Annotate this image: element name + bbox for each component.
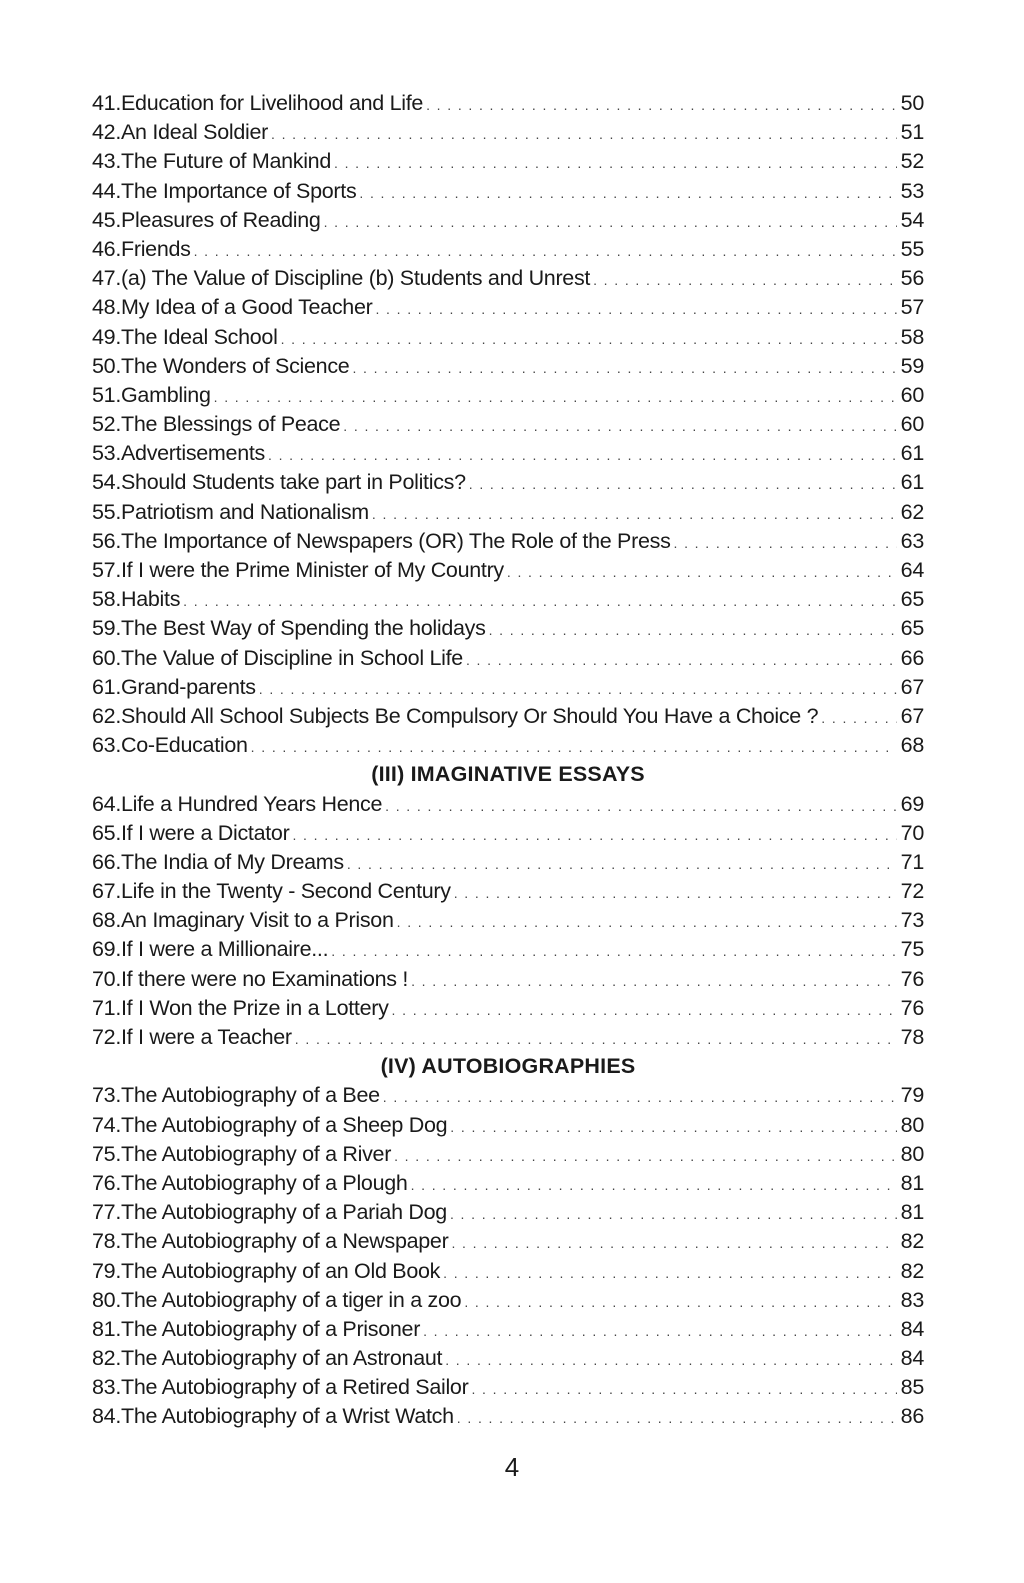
entry-number: 60. (92, 645, 121, 670)
entry-number: 82. (92, 1346, 121, 1371)
toc-entry (92, 410, 924, 439)
toc-group-essays (92, 89, 924, 760)
entry-number: 78. (92, 1229, 121, 1254)
entry-title: The Autobiography of a River (121, 1141, 392, 1166)
entry-number: 58. (92, 587, 121, 612)
entry-number: 47. (92, 266, 121, 291)
entry-page-number: 58 (900, 324, 924, 349)
entry-page-number: 50 (900, 91, 924, 115)
entry-page-number: 84 (900, 1316, 924, 1341)
toc-entry (92, 1257, 924, 1286)
entry-title: The Importance of Sports (121, 178, 357, 203)
entry-page-number: 82 (900, 1258, 924, 1283)
toc-entry (92, 644, 924, 673)
dot-leader (464, 1288, 897, 1317)
entry-page-number: 72 (900, 879, 924, 904)
toc-entry (92, 235, 924, 264)
entry-page-number: 81 (900, 1200, 924, 1225)
entry-page-number: 80 (900, 1112, 924, 1137)
entry-number: 43. (92, 149, 121, 174)
dot-leader (392, 996, 897, 1025)
entry-number: 57. (92, 558, 121, 582)
section-heading-autobiographies: (IV) AUTOBIOGRAPHIES (380, 1054, 636, 1079)
entry-title: An Ideal Soldier (121, 120, 268, 145)
entry-title: The Autobiography of a Bee (121, 1083, 380, 1108)
dot-leader (359, 179, 897, 208)
dot-leader (457, 1404, 897, 1433)
dot-leader (451, 1229, 897, 1258)
dot-leader (343, 412, 897, 441)
dot-leader (489, 616, 897, 645)
entry-title: Habits (121, 587, 181, 612)
entry-title: Co-Education (121, 733, 248, 758)
toc-entry (92, 1140, 924, 1169)
entry-number: 62. (92, 703, 121, 728)
entry-page-number: 62 (900, 499, 924, 524)
entry-title: Education for Livelihood and Life (121, 91, 424, 115)
page-number: 4 (504, 1452, 520, 1482)
toc-group-imaginative-essays (92, 790, 924, 1053)
entry-number: 84. (92, 1404, 121, 1429)
entry-title: Should Students take part in Politics? (121, 470, 466, 495)
entry-page-number: 65 (900, 616, 924, 641)
entry-page-number: 65 (900, 587, 924, 612)
dot-leader (375, 295, 897, 324)
entry-title: The Autobiography of an Old Book (121, 1258, 441, 1283)
dot-leader (445, 1346, 897, 1375)
toc-entry (92, 1198, 924, 1227)
entry-number: 75. (92, 1141, 121, 1166)
entry-page-number: 67 (900, 674, 924, 699)
entry-page-number: 86 (900, 1404, 924, 1429)
entry-number: 41. (92, 91, 121, 115)
entry-title: The Autobiography of a Newspaper (121, 1229, 449, 1254)
entry-title: The Future of Mankind (121, 149, 332, 174)
dot-leader (334, 149, 897, 178)
entry-number: 66. (92, 849, 121, 874)
entry-page-number: 84 (900, 1346, 924, 1371)
entry-title: Patriotism and Nationalism (121, 499, 369, 524)
toc-entry (92, 439, 924, 468)
toc-entry (92, 498, 924, 527)
toc-entry (92, 1111, 924, 1140)
toc-entry (92, 118, 924, 147)
toc-entry (92, 177, 924, 206)
entry-page-number: 59 (900, 353, 924, 378)
entry-page-number: 79 (900, 1083, 924, 1108)
toc-entry (92, 89, 924, 118)
entry-number: 46. (92, 236, 121, 261)
entry-page-number: 52 (900, 149, 924, 174)
dot-leader (674, 529, 897, 558)
entry-page-number: 82 (900, 1229, 924, 1254)
entry-page-number: 70 (900, 820, 924, 845)
entry-title: The Autobiography of a Sheep Dog (121, 1112, 448, 1137)
entry-title: The Autobiography of a Retired Sailor (121, 1375, 469, 1400)
dot-leader (383, 1083, 897, 1112)
entry-number: 42. (92, 120, 121, 145)
dot-leader (372, 500, 897, 529)
toc-entry (92, 527, 924, 556)
dot-leader (268, 441, 897, 470)
entry-page-number: 80 (900, 1141, 924, 1166)
entry-number: 77. (92, 1200, 121, 1225)
entry-title: The Ideal School (121, 324, 278, 349)
entry-number: 70. (92, 966, 121, 991)
toc-entry (92, 1373, 924, 1402)
entry-page-number: 57 (900, 295, 924, 320)
entry-title: If there were no Examinations ! (121, 966, 409, 991)
toc-entry (92, 614, 924, 643)
toc-entry (92, 206, 924, 235)
entry-number: 69. (92, 937, 121, 962)
entry-number: 54. (92, 470, 121, 495)
dot-leader (183, 587, 897, 616)
toc-group-autobiographies (92, 1081, 924, 1431)
dot-leader (352, 354, 897, 383)
entry-page-number: 69 (900, 791, 924, 816)
dot-leader (385, 792, 897, 821)
entry-page-number: 56 (900, 266, 924, 291)
entry-number: 76. (92, 1170, 121, 1195)
dot-leader (271, 120, 897, 149)
entry-page-number: 85 (900, 1375, 924, 1400)
entry-number: 71. (92, 995, 121, 1020)
dot-leader (423, 1317, 897, 1346)
entry-page-number: 60 (900, 382, 924, 407)
entry-number: 48. (92, 295, 121, 320)
entry-page-number: 66 (900, 645, 924, 670)
entry-page-number: 75 (900, 937, 924, 962)
toc-entry (92, 790, 924, 819)
entry-title: The Wonders of Science (121, 353, 350, 378)
toc-entry (92, 147, 924, 176)
toc-entry (92, 264, 924, 293)
entry-title: The India of My Dreams (121, 849, 344, 874)
entry-number: 81. (92, 1316, 121, 1341)
entry-number: 72. (92, 1025, 121, 1049)
dot-leader (347, 850, 897, 879)
entry-title: The Blessings of Peace (121, 412, 341, 437)
entry-page-number: 83 (900, 1287, 924, 1312)
entry-number: 67. (92, 879, 121, 904)
toc-entry (92, 381, 924, 410)
entry-title: If I were a Teacher (121, 1025, 292, 1049)
dot-leader (443, 1259, 897, 1288)
dot-leader (394, 1142, 897, 1171)
dot-leader (466, 646, 897, 675)
entry-title: Friends (121, 236, 191, 261)
entry-number: 74. (92, 1112, 121, 1137)
dot-leader (471, 1375, 897, 1404)
entry-title: If I were a Millionaire... (121, 937, 329, 962)
entry-page-number: 51 (900, 120, 924, 145)
toc-entry (92, 702, 924, 731)
entry-page-number: 81 (900, 1170, 924, 1195)
toc-entry (92, 673, 924, 702)
entry-page-number: 68 (900, 733, 924, 758)
entry-number: 79. (92, 1258, 121, 1283)
entry-title: The Autobiography of a tiger in a zoo (121, 1287, 462, 1312)
table-of-contents (92, 89, 924, 1432)
entry-number: 45. (92, 207, 121, 232)
entry-number: 64. (92, 791, 121, 816)
entry-title: The Autobiography of a Pariah Dog (121, 1200, 447, 1225)
entry-title: My Idea of a Good Teacher (121, 295, 373, 320)
dot-leader (324, 208, 897, 237)
entry-title: Life a Hundred Years Hence (121, 791, 383, 816)
toc-entry (92, 877, 924, 906)
entry-number: 65. (92, 820, 121, 845)
dot-leader (450, 1113, 897, 1142)
toc-entry (92, 1286, 924, 1315)
toc-entry (92, 994, 924, 1023)
entry-number: 63. (92, 733, 121, 758)
entry-title: The Value of Discipline in School Life (121, 645, 463, 670)
entry-page-number: 64 (900, 558, 924, 582)
entry-number: 51. (92, 382, 121, 407)
entry-page-number: 63 (900, 528, 924, 553)
dot-leader (593, 266, 897, 295)
toc-entry (92, 906, 924, 935)
toc-entry (92, 731, 924, 760)
entry-page-number: 54 (900, 207, 924, 232)
section-heading-imaginative-essays: (III) IMAGINATIVE ESSAYS (371, 762, 645, 787)
entry-number: 61. (92, 674, 121, 699)
toc-entry (92, 556, 924, 585)
entry-page-number: 53 (900, 178, 924, 203)
toc-entry (92, 585, 924, 614)
dot-leader (450, 1200, 897, 1229)
dot-leader (454, 879, 897, 908)
toc-entry (92, 1081, 924, 1110)
entry-number: 59. (92, 616, 121, 641)
entry-number: 80. (92, 1287, 121, 1312)
entry-title: If I Won the Prize in a Lottery (121, 995, 389, 1020)
toc-entry (92, 1344, 924, 1373)
entry-page-number: 67 (900, 703, 924, 728)
toc-entry (92, 848, 924, 877)
entry-number: 55. (92, 499, 121, 524)
entry-page-number: 60 (900, 412, 924, 437)
entry-page-number: 78 (900, 1025, 924, 1049)
entry-page-number: 61 (900, 441, 924, 466)
entry-number: 83. (92, 1375, 121, 1400)
toc-entry (92, 323, 924, 352)
entry-page-number: 71 (900, 849, 924, 874)
dot-leader (214, 383, 897, 412)
entry-title: If I were a Dictator (121, 820, 290, 845)
dot-leader (426, 91, 897, 120)
toc-entry (92, 1402, 924, 1431)
toc-entry (92, 965, 924, 994)
entry-title: The Autobiography of a Plough (121, 1170, 408, 1195)
entry-title: The Importance of Newspapers (OR) The Role of the Press (121, 528, 671, 553)
dot-leader (251, 733, 897, 762)
entry-number: 68. (92, 908, 121, 933)
dot-leader (281, 325, 897, 354)
toc-entry (92, 1315, 924, 1344)
entry-title: An Imaginary Visit to a Prison (121, 908, 394, 933)
entry-page-number: 61 (900, 470, 924, 495)
dot-leader (259, 675, 897, 704)
toc-entry (92, 935, 924, 964)
toc-entry (92, 352, 924, 381)
dot-leader (295, 1025, 897, 1054)
entry-title: The Autobiography of a Prisoner (121, 1316, 421, 1341)
toc-entry (92, 293, 924, 322)
entry-title: If I were the Prime Minister of My Country (121, 558, 504, 582)
dot-leader (507, 558, 897, 587)
entry-page-number: 73 (900, 908, 924, 933)
entry-number: 73. (92, 1083, 121, 1108)
toc-entry (92, 468, 924, 497)
entry-page-number: 76 (900, 995, 924, 1020)
entry-title: (a) The Value of Discipline (b) Students and Unrest (121, 266, 591, 291)
entry-page-number: 55 (900, 236, 924, 261)
entry-number: 44. (92, 178, 121, 203)
entry-title: The Best Way of Spending the holidays (121, 616, 486, 641)
entry-title: The Autobiography of a Wrist Watch (121, 1404, 454, 1429)
toc-entry (92, 819, 924, 848)
toc-entry (92, 1169, 924, 1198)
dot-leader (194, 237, 897, 266)
entry-number: 53. (92, 441, 121, 466)
dot-leader (821, 704, 897, 733)
dot-leader (411, 967, 897, 996)
dot-leader (292, 821, 897, 850)
toc-entry (92, 1023, 924, 1052)
dot-leader (397, 908, 897, 937)
entry-page-number: 76 (900, 966, 924, 991)
toc-entry (92, 1227, 924, 1256)
entry-title: Pleasures of Reading (121, 207, 321, 232)
entry-number: 49. (92, 324, 121, 349)
entry-title: Grand-parents (121, 674, 256, 699)
dot-leader (411, 1171, 897, 1200)
entry-title: Life in the Twenty - Second Century (121, 879, 451, 904)
entry-number: 50. (92, 353, 121, 378)
entry-title: Advertisements (121, 441, 265, 466)
entry-number: 56. (92, 528, 121, 553)
dot-leader (331, 937, 897, 966)
dot-leader (469, 470, 897, 499)
entry-title: Should All School Subjects Be Compulsory Or Should You Have a Choice ? (121, 703, 819, 728)
entry-title: The Autobiography of an Astronaut (121, 1346, 443, 1371)
entry-number: 52. (92, 412, 121, 437)
entry-title: Gambling (121, 382, 211, 407)
